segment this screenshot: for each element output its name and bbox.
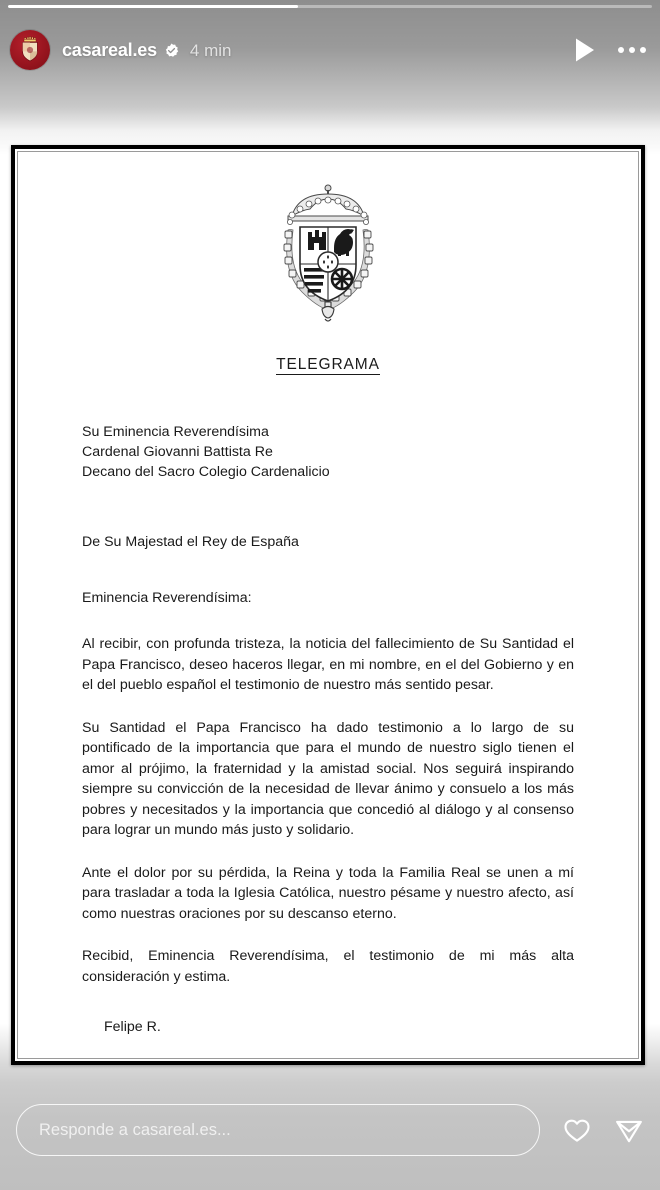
document-title-text: TELEGRAMA <box>276 356 380 373</box>
more-options-button[interactable] <box>618 47 646 53</box>
reply-input[interactable] <box>39 1121 517 1140</box>
addressee-line-1: Su Eminencia Reverendísima <box>82 424 269 440</box>
more-options-icon <box>618 47 646 53</box>
body-paragraph-2: Su Santidad el Papa Francisco ha dado testimonio a lo largo de su pontificado de la importancia que para el mundo de nuestro siglo tienen el amor al prójimo, la fraternidad y la amistad social. Nos seguirá inspirando siempre su convicción de la necesidad de llevar ánimo y consuelo a los más pobres y necesitados y la importancia que concedió al diálogo y al consenso para lograr un mundo más justo y solidario. <box>82 719 574 838</box>
sender-line: De Su Majestad el Rey de España <box>82 534 299 550</box>
signature-line: Felipe R. <box>104 1019 161 1035</box>
document-title <box>82 356 574 374</box>
reply-box[interactable] <box>16 1104 540 1156</box>
coat-of-arms <box>82 182 574 332</box>
body-paragraph-1: Al recibir, con profunda tristeza, la noticia del fallecimiento de Su Santidad el Papa Francisco, deseo haceros llegar, en mi nombre, en el del Gobierno y en el del pueblo español el testimonio de nuestro más sentido pesar. <box>82 636 574 693</box>
verified-badge-icon <box>164 43 179 58</box>
royal-crest-avatar-icon <box>15 35 45 65</box>
telegram-document <box>11 145 645 1065</box>
addressee-block <box>82 422 574 482</box>
addressee-line-3: Decano del Sacro Colegio Cardenalicio <box>82 464 330 480</box>
share-icon <box>614 1115 644 1145</box>
body-paragraph-3: Ante el dolor por su pérdida, la Reina y toda la Familia Real se unen a mí para trasladar a toda la Iglesia Católica, nuestro pésame y nuestro afecto, así como nuestras oraciones por su descanso eterno. <box>82 864 574 922</box>
document-inner-frame <box>17 151 639 1059</box>
heart-icon <box>562 1115 592 1145</box>
story-progress-bar[interactable] <box>8 5 652 8</box>
story-header <box>0 22 660 78</box>
story-footer <box>0 1078 660 1190</box>
salutation-line: Eminencia Reverendísima: <box>82 590 252 606</box>
spanish-royal-coat-of-arms-icon <box>268 182 388 332</box>
share-button[interactable] <box>614 1115 644 1145</box>
story-progress-fill <box>8 5 298 8</box>
avatar[interactable] <box>10 30 50 70</box>
play-icon <box>574 37 596 63</box>
username-label: casareal.es <box>62 40 157 60</box>
story-timestamp: 4 min <box>189 40 232 60</box>
addressee-line-2: Cardenal Giovanni Battista Re <box>82 444 273 460</box>
like-button[interactable] <box>562 1115 592 1145</box>
body-paragraph-4: Recibid, Eminencia Reverendísima, el testimonio de mi más alta consideración y estima. <box>82 948 574 985</box>
story-author[interactable] <box>62 41 231 59</box>
play-button[interactable] <box>574 37 596 63</box>
